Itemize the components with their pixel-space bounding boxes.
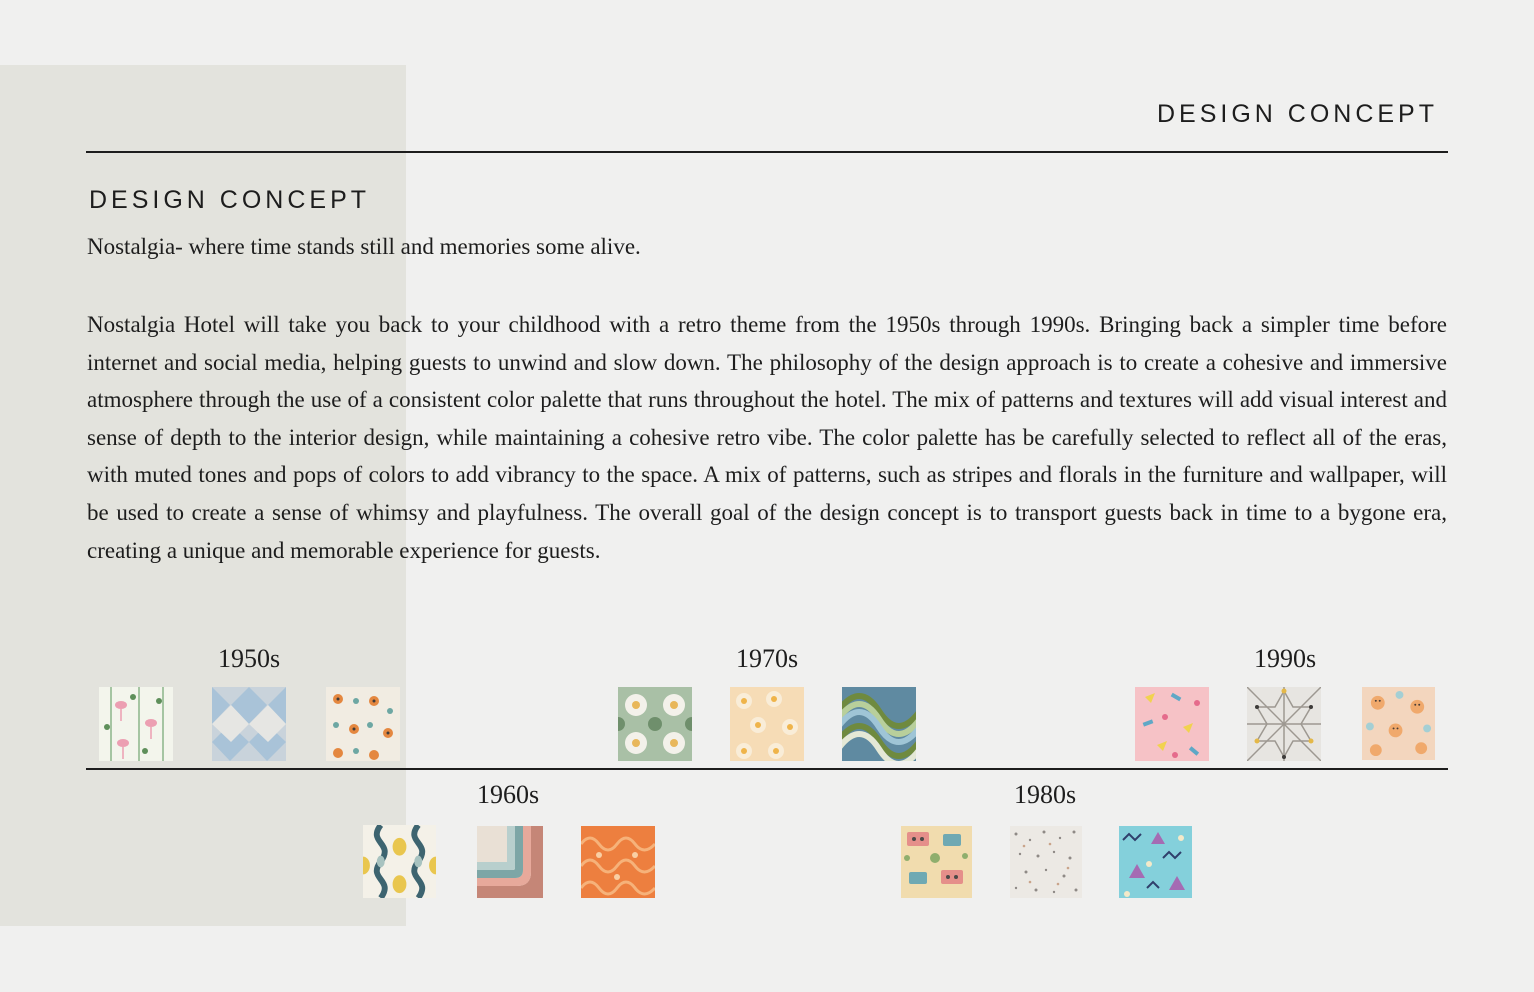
memphis-pattern-swatch [1119,826,1192,898]
cassette-doodle-pattern-icon [901,826,972,898]
tagline: Nostalgia- where time stands still and memories some alive. [87,234,641,259]
pink-confetti-pattern-icon [1135,687,1209,761]
geometric-star-pattern-icon [1247,687,1321,761]
orange-ikat-pattern-icon [581,826,655,898]
orange-ikat-pattern-swatch [581,826,655,898]
era-label-1970s: 1970s [735,644,799,673]
floral-tile-pattern-swatch [618,687,692,761]
era-label-1960s: 1960s [476,780,540,809]
section-title: DESIGN CONCEPT [89,186,371,214]
timeline-divider [86,768,1448,770]
header-title: DESIGN CONCEPT [1156,100,1438,128]
era-label-1990s: 1990s [1253,644,1317,673]
smiley-face-pattern-swatch [1362,687,1435,760]
geometric-star-pattern-swatch [1247,687,1321,761]
ogee-pattern-icon [363,825,436,898]
flamingo-pattern-swatch [99,687,173,761]
blue-diamond-pattern-icon [212,687,286,761]
rainbow-stripe-pattern-icon [477,826,543,898]
atomic-starburst-pattern-icon [326,687,400,761]
terrazzo-pattern-swatch [1010,826,1082,898]
cassette-doodle-pattern-swatch [901,826,972,898]
concept-paragraph: Nostalgia Hotel will take you back to your childhood with a retro theme from the 1950s through 1990s. Bringing back a simpler time before internet and social media, helping guests to unwind and slow down. The philosophy of the design approach is to create a cohesive and immersive atmosphere through the use of a consistent color palette that runs throughout the hotel. The mix of patterns and textures will add visual interest and sense of depth to the interior design, while maintaining a cohesive retro vibe. The color palette has be carefully selected to reflect all of the eras, with muted tones and pops of colors to add vibrancy to the space. A mix of patterns, such as stripes and florals in the furniture and wallpaper, will be used to create a sense of whimsy and playfulness. The overall goal of the design concept is to transport guests back in time to a bygone era, creating a unique and memorable experience for guests. [87,312,1447,563]
era-label-1980s: 1980s [1013,780,1077,809]
ogee-pattern-swatch [363,825,436,898]
atomic-starburst-pattern-swatch [326,687,400,761]
memphis-pattern-icon [1119,826,1192,898]
green-wave-pattern-swatch [842,687,916,761]
daisy-pattern-swatch [730,687,804,761]
blue-diamond-pattern-swatch [212,687,286,761]
terrazzo-pattern-icon [1010,826,1082,898]
daisy-pattern-icon [730,687,804,761]
green-wave-pattern-icon [842,687,916,761]
floral-tile-pattern-icon [618,687,692,761]
era-label-1950s: 1950s [217,644,281,673]
rainbow-stripe-pattern-swatch [477,826,543,898]
smiley-face-pattern-icon [1362,687,1435,760]
top-divider [86,151,1448,153]
pink-confetti-pattern-swatch [1135,687,1209,761]
flamingo-pattern-icon [99,687,173,761]
